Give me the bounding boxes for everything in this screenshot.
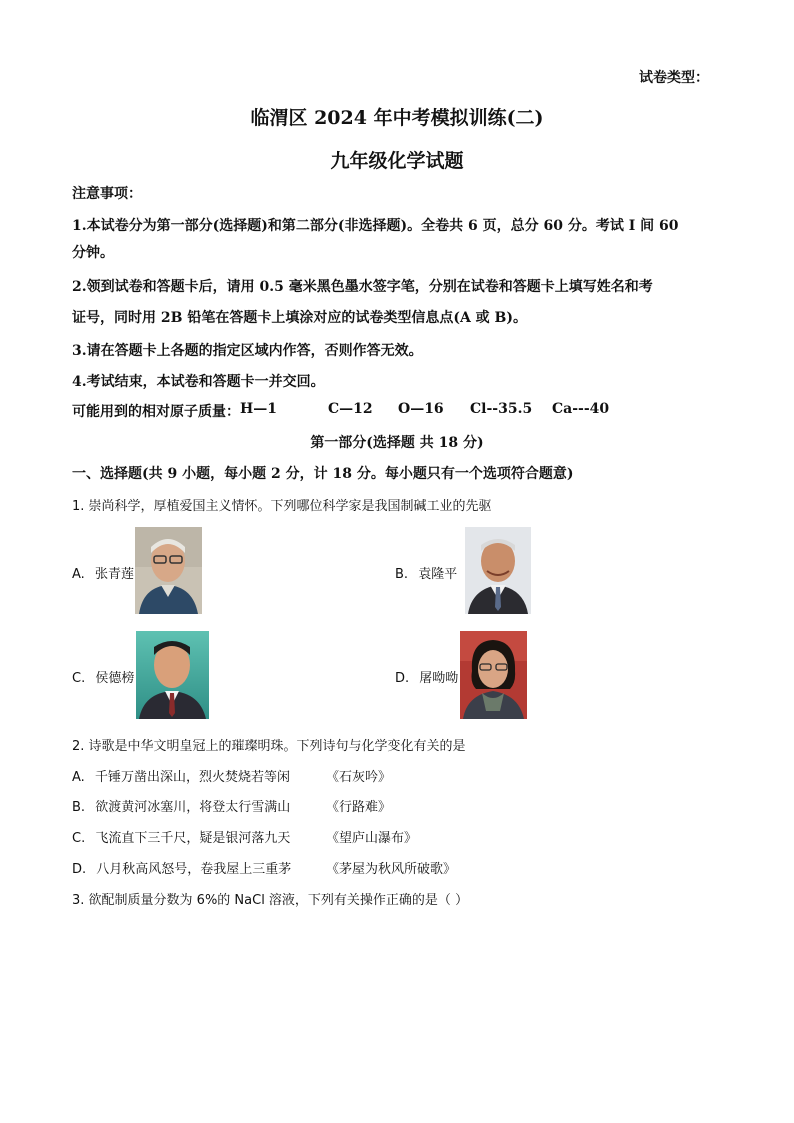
atomic-mass-o: O—16 [398, 401, 444, 417]
note-line-2: 分钟。 [72, 245, 114, 261]
part1-heading: 第一部分(选择题 共 18 分) [310, 435, 484, 451]
portrait-tu-youyou [460, 631, 527, 719]
option-letter: D. [395, 671, 410, 686]
option-name: 袁隆平 [418, 567, 458, 582]
q2-option-a-source: 《石灰吟》 [326, 770, 392, 785]
option-text: 欲渡黄河冰塞川，将登太行雪满山 [95, 800, 291, 815]
page-title: 临渭区 2024 年中考模拟训练(二) [250, 107, 544, 129]
option-letter: A. [72, 567, 85, 582]
question-3-stem: 3. 欲配制质量分数为 6%的 NaCl 溶液，下列有关操作正确的是（ ） [72, 893, 469, 908]
option-name: 侯德榜 [95, 671, 135, 686]
note-line-5: 3.请在答题卡上各题的指定区域内作答，否则作答无效。 [72, 343, 423, 359]
page-subtitle: 九年级化学试题 [330, 150, 464, 172]
portrait-hou-debang [136, 631, 209, 719]
section-heading: 一、选择题(共 9 小题，每小题 2 分，计 18 分。每小题只有一个选项符合题意) [72, 466, 574, 482]
question-1-stem: 1. 崇尚科学，厚植爱国主义情怀。下列哪位科学家是我国制碱工业的先驱 [72, 499, 492, 514]
option-text: 飞流直下三千尺，疑是银河落九天 [95, 831, 291, 846]
q1-option-c [72, 667, 134, 686]
q2-option-b-source: 《行路难》 [326, 800, 392, 815]
paper-type-label: 试卷类型： [639, 70, 709, 86]
q2-option-c-source: 《望庐山瀑布》 [326, 831, 418, 846]
question-2-stem: 2. 诗歌是中华文明皇冠上的璀璨明珠。下列诗句与化学变化有关的是 [72, 739, 466, 754]
atomic-mass-ca: Ca---40 [552, 401, 610, 417]
option-name: 张青莲 [94, 567, 134, 582]
option-letter: C. [72, 671, 86, 686]
portrait-zhang-qinglian [135, 527, 202, 614]
q1-option-b [395, 563, 457, 582]
atomic-mass-label: 可能用到的相对原子质量： [72, 404, 240, 420]
q1-option-d [395, 667, 458, 686]
option-letter: B. [395, 567, 409, 582]
atomic-mass-h: H—1 [240, 401, 277, 417]
option-letter: B. [72, 800, 86, 815]
option-letter: C. [72, 831, 86, 846]
q2-option-d-source: 《茅屋为秋风所破歌》 [326, 862, 457, 877]
option-text: 八月秋高风怒号，卷我屋上三重茅 [96, 862, 292, 877]
option-letter: D. [72, 862, 87, 877]
q2-option-c [72, 827, 290, 846]
q1-option-a [72, 563, 134, 582]
option-text: 千锤万凿出深山，烈火焚烧若等闲 [94, 770, 290, 785]
atomic-mass-cl: Cl--35.5 [470, 401, 533, 417]
notes-heading: 注意事项： [72, 186, 142, 202]
atomic-mass-c: C—12 [328, 401, 373, 417]
note-line-6: 4.考试结束，本试卷和答题卡一并交回。 [72, 374, 325, 390]
portrait-yuan-longping [465, 527, 531, 614]
q2-option-b [72, 796, 290, 815]
option-name: 屠呦呦 [419, 671, 459, 686]
note-line-4: 证号，同时用 2B 铅笔在答题卡上填涂对应的试卷类型信息点(A 或 B)。 [72, 310, 528, 326]
option-letter: A. [72, 770, 85, 785]
q2-option-a [72, 766, 290, 785]
q2-option-d [72, 858, 291, 877]
note-line-3: 2.领到试卷和答题卡后，请用 0.5 毫米黑色墨水签字笔，分别在试卷和答题卡上填写姓名和考 [72, 279, 653, 295]
note-line-1: 1.本试卷分为第一部分(选择题)和第二部分(非选择题)。全卷共 6 页，总分 60 分。考试 I 间 60 [72, 218, 679, 234]
